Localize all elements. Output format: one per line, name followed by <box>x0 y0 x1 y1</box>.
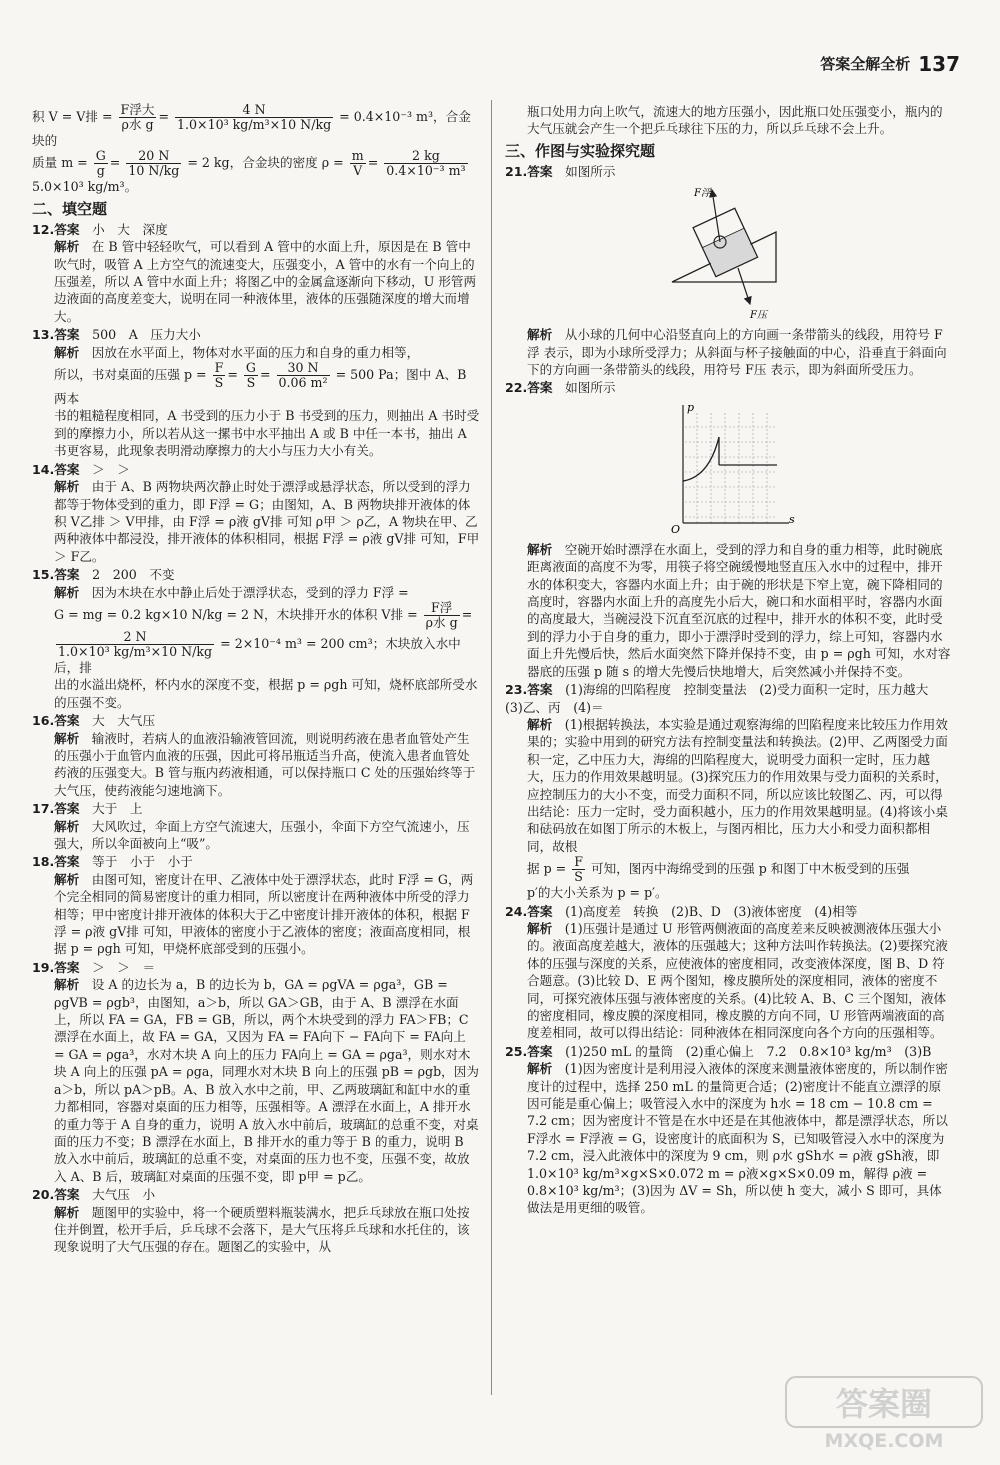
answer-23: 23.答案 (1)海绵的凹陷程度 控制变量法 (2)受力面积一定时，压力越大 (3)乙、丙 (4)＝ <box>505 682 941 715</box>
answer-17: 17.答案 大于 上 <box>32 801 143 817</box>
answer-24: 24.答案 (1)高度差 转换 (2)B、D (3)液体密度 (4)相等 <box>505 903 858 919</box>
explanation-20: 解析 题图甲的实验中，将一个硬质塑料瓶装满水，把乒乓球放在瓶口处按住并倒置，松开手后，乒乓球不会落下，是大气压将乒乓球和水托住的，该现象说明了大气压强的存在。题图乙的实验中，从 <box>54 1204 470 1255</box>
y-label: p <box>687 400 695 414</box>
formula-line: 所以，书对桌面的压强 p = $\frac{F}{S}$ = $\frac{G}{S}$ = $\frac{30 N}{\text{0.06 m²}}$ = 500 Pa；图中 A、B 两本 <box>54 360 467 407</box>
answer-13: 13.答案 500 A 压力大小 <box>32 327 201 343</box>
left-column <box>32 103 480 1256</box>
incline-cup-diagram <box>664 182 794 322</box>
right-column <box>505 103 953 1217</box>
grid <box>685 413 777 523</box>
answer-14: 14.答案 ＞ ＞ <box>32 461 130 477</box>
answer-16: 16.答案 大 大气压 <box>32 713 156 729</box>
fraction: $\frac{F}{S}$ <box>574 854 583 885</box>
fraction: $\frac{\text{F浮大}}{\text{ρ水 g}}$ <box>120 102 155 132</box>
explanation-15: 解析 因为木块在水中静止后处于漂浮状态，受到的浮力 F浮 = <box>54 584 409 600</box>
fraction: $\frac{4 N}{\text{1.0×10³ kg/m³×10 N/kg}}$ <box>177 102 332 132</box>
fraction: $\frac{2 kg}{\text{0.4×10⁻³ m³}}$ <box>386 148 466 179</box>
buoyancy-label: F浮 <box>694 188 711 200</box>
x-label: s <box>789 512 795 526</box>
formula-line: 质量 m = $\frac{G}{g}$ = $\frac{20 N}{10 N/kg}$ = 2 kg，合金块的密度 ρ = $\frac{m}{V}$ = $\frac{2 kg}{\text{0.4×10⁻³ m³}}$ <box>32 148 466 179</box>
answer-21: 21.答案 如图所示 <box>505 163 616 179</box>
answer-15: 15.答案 2 200 不变 <box>32 567 175 583</box>
fraction: $\frac{20 N}{10 N/kg}$ <box>128 148 180 179</box>
section-title: 二、填空题 <box>32 199 108 218</box>
watermark-url: MXQE.COM <box>824 1430 944 1452</box>
formula-line: 据 p = $\frac{F}{S}$ 可知，图丙中海绵受到的压强 p 和图丁中木板受到的压强 <box>527 854 910 885</box>
explanation-19: 解析 设 A 的边长为 a，B 的边长为 b，GA = ρgVA = ρga³，GB = ρgVB = ρgb³，由图知，a＞b，所以 GA＞GB，由于 A、B 漂浮在水面上，所以 FA = GA，FB = GB，所以，两个木块受到的浮力 FA＞FB；C 漂浮在水面上，故 FA = GA，又因为 FA = FA向下 − FA向下 = FA向上 = GA = ρga³，水对木块 A 向上的压力 FA向上 = GA = ρga³，则水对木块 A 向上的压强 pA = ρga，同理水对木块 B 向上的压强 pB = ρgb，因为 a＞b，所以 pA＞pB。A、B 放入水中之前，甲、乙两玻璃缸和缸中水的重力都相同，容器对桌面的压力相等，压强相等。A 漂浮在水面上，A 排开水的重力等于 A 自身的重力，说明 A 放入水中前后，玻璃缸的总重不变，对桌面的压力不变；B 漂浮在水面上，B 排开水的重力等于 B 的重力，说明 B 放入水中前后，玻璃缸的总重不变，对桌面的压力也不变，压强不变，故放入 A、B 后，玻璃缸对桌面的压强不变，即 p甲 = p乙。 <box>54 977 479 1184</box>
text-line: 瓶口处用力向上吹气，流速大的地方压强小，因此瓶口处压强变小，瓶内的大气压就会产生一个把乒乓球往下压的力，所以乒乓球不会上升。 <box>527 104 943 137</box>
formula-line: 积 V = V排 = $\frac{\text{F浮大}}{\text{ρ水 g}}$ = $\frac{4 N}{\text{1.0×10³ kg/m³×10 N/kg}}$ = 0.4×10⁻³ m³，合金块的 <box>32 102 471 148</box>
fraction: $\frac{G}{S}$ <box>245 360 256 391</box>
answer-22: 22.答案 如图所示 <box>505 380 616 396</box>
page-header <box>820 50 960 80</box>
fraction: $\frac{m}{V}$ <box>351 148 364 179</box>
explanation-14: 解析 由于 A、B 两物块两次静止时处于漂浮或悬浮状态，所以受到的浮力都等于物体受到的重力，即 F浮 = G；由图知，A、B 两物块排开液体的体积 V乙排 ＞ V甲排，由 F浮 = ρ液 gV排 可知 ρ甲 ＞ ρ乙，A 物块在甲、乙两种液体中都浸没，排开液体的体积相同，根据 F浮 = ρ液 gV排 可知，F甲 ＞ F乙。 <box>54 479 480 564</box>
explanation-23: 解析 (1)根据转换法，本实验是通过观察海绵的凹陷程度来比较压力作用效果的；实验中用到的研究方法有控制变量法和转换法。(2)甲、乙两图受力面积一定，乙中压力大，海绵的凹陷程度大，说明受力面积一定时，压力越大，压力的作用效果越明显。(3)探究压力的作用效果与受力面积的关系时，应控制压力的大小不变，而受力面积不同，所以应该比较图乙、丙，可以得出结论：压力一定时，受力面积越小，压力的作用效果越明显。(4)将该小桌和砝码放在如图丁所示的木板上，与图丙相比，压力大小和受力面积都相同，故根 <box>527 716 948 854</box>
explanation-22: 解析 空碗开始时漂浮在水面上，受到的浮力和自身的重力相等，此时碗底距离液面的高度不为零，用筷子将空碗缓慢地竖直压入水中的过程中，排开水的体积变大，容器内水面上升；由于碗的形状是下窄上宽，碗下降相同的高度时，容器内水面上升的高度先小后大，碗口和水面相平时，容器内水面的高度最大，当碗浸没下沉直至沉底的过程中，排开水的体积不变，此时受到的浮力小于自身的重力，即小于漂浮时受到的浮力，综上可知，容器内水面上升先慢后快，然后水面突然下降并保持不变，由 p = ρgh 可知，水对容器底的压强 p 随 s 的增大先慢后快地增大，后突然减小并保持不变。 <box>527 541 951 679</box>
pressure-graph <box>659 399 799 537</box>
water <box>703 229 756 276</box>
section-title: 三、作图与实验探究题 <box>505 141 656 160</box>
origin-label: O <box>671 522 681 536</box>
text-line: 5.0×10³ kg/m³。 <box>32 179 138 195</box>
explanation-24: 解析 (1)压强计是通过 U 形管两侧液面的高度差来反映被测液体压强大小的。液面高度差越大，液体的压强越大；这种方法叫作转换法。(2)要探究液体的压强与深度的关系，应使液体的密度相同，改变液体深度，图 B、D 符合题意。(3)比较 D、E 两个图知，橡皮膜所处的深度相同，液体的密度不同，可探究液体压强与液体密度的关系。(4)比较 A、B、C 三个图知，液体的密度相同，橡皮膜的深度相同，橡皮膜的方向不同，U 形管两端液面的高度差相同，故可以得出结论：同种液体在相同深度向各个方向的压强相等。 <box>527 920 948 1041</box>
explanation-18: 解析 由图可知，密度计在甲、乙液体中处于漂浮状态，此时 F浮 = G，两个完全相同的简易密度计的重力相同，所以密度计在两种液体中所受的浮力相等；甲中密度计排开液体的体积大于乙中密度计排开液体的体积，根据 F浮 = ρ液 gV排 可知，甲液体的密度小于乙液体的密度；液面高度相同，根据 p = ρgh 可知，甲烧杯底部受到的压强小。 <box>54 871 474 957</box>
curve-rise <box>683 437 719 481</box>
page-number: 137 <box>918 52 960 77</box>
text-line: 出的水溢出烧杯，杯内水的深度不变，根据 p = ρgh 可知，烧杯底部所受水的压强不变。 <box>54 677 478 710</box>
explanation-13: 解析 因放在水平面上，物体对水平面的压力和自身的重力相等， <box>54 344 420 360</box>
text-line: 书的粗糙程度相同，A 书受到的压力小于 B 书受到的压力，则抽出 A 书时受到的摩擦力小，所以若从这一摞书中水平抽出 A 或 B 中任一本书，抽出 A 书更容易，此现象表明滑动摩擦力的大小与压力大小有关。 <box>54 408 480 459</box>
watermark-text: 答案圈 <box>835 1385 933 1423</box>
fraction: $\frac{2 N}{\text{1.0×10³ kg/m³×10 N/kg}}$ <box>58 628 213 659</box>
watermark-logo <box>784 1375 984 1453</box>
explanation-25: 解析 (1)因为密度计是利用浸入液体的深度来测量液体密度的，所以制作密度计的过程中，选择 250 mL 的量筒更合适；(2)密度计不能直立漂浮的原因可能是重心偏上；吸管浸入水中的深度为 h水 = 18 cm − 10.8 cm = 7.2 cm；因为密度计不管是在水中还是在其他液体中，都是漂浮状态，所以 F浮水 = F浮液 = G，设密度计的底面积为 S，已知吸管浸入水中的深度为 7.2 cm，浸入此液体中的深度为 9 cm，则 ρ水 gSh水 = ρ液 gSh液，即 1.0×10³ kg/m³×g×S×0.072 m = ρ液×g×S×0.09 m，解得 ρ液 = 0.8×10³ kg/m³；(3)因为 ΔV = Sh，所以使 h 变大，减小 S 即可，具体做法是用更细的吸管。 <box>527 1061 948 1216</box>
pressure-label: F压 <box>750 310 767 322</box>
fraction: $\frac{G}{g}$ <box>95 148 106 179</box>
answer-18: 18.答案 等于 小于 小于 <box>32 854 193 870</box>
header-title: 答案全解全析 <box>820 55 911 74</box>
fraction: $\frac{\text{F浮}}{\text{ρ水 g}}$ <box>425 599 458 630</box>
answer-19: 19.答案 ＞ ＞ ＝ <box>32 959 156 975</box>
formula-line: $\frac{2 N}{\text{1.0×10³ kg/m³×10 N/kg}}$ = 2×10⁻⁴ m³ = 200 cm³；木块放入水中后，排 <box>54 628 461 675</box>
answer-25: 25.答案 (1)250 mL 的量筒 (2)重心偏上 7.2 0.8×10³ kg/m³ (3)B <box>505 1043 932 1059</box>
formula-line: G = mg = 0.2 kg×10 N/kg = 2 N，木块排开水的体积 V排 = $\frac{\text{F浮}}{\text{ρ水 g}}$ = <box>54 599 473 630</box>
explanation-21: 解析 从小球的几何中心沿竖直向上的方向画一条带箭头的线段，用符号 F浮 表示，即为小球所受浮力；从斜面与杯子接触面的中心，沿垂直于斜面向下的方向画一条带箭头的线段，用符号 F压 表示，即为斜面所受压力。 <box>527 327 947 378</box>
fraction: $\frac{F}{S}$ <box>214 360 224 391</box>
explanation-16: 解析 输液时，若病人的血液沿输液管回流，则说明药液在患者血管处产生的压强小于血管内血液的压强，因此可将吊瓶适当升高，使流入患者血管处药液的压强变大。B 管与瓶内药液相通，可以保持瓶口 C 处的压强始终等于大气压，使药液能匀速地滴下。 <box>54 730 476 798</box>
pressure-arrow <box>738 268 750 304</box>
figure-22 <box>505 399 953 537</box>
fraction: $\frac{30 N}{\text{0.06 m²}}$ <box>278 360 328 391</box>
answer-20: 20.答案 大气压 小 <box>32 1187 156 1203</box>
answer-12: 12.答案 小 大 深度 <box>32 221 168 237</box>
explanation-17: 解析 大风吹过，伞面上方空气流速大，压强小，伞面下方空气流速小，压强大，所以伞面被向上“吸”。 <box>54 818 470 851</box>
column-divider <box>491 100 492 1395</box>
figure-21 <box>505 182 953 322</box>
text-line: p′的大小关系为 p = p′。 <box>527 885 668 901</box>
explanation-12: 解析 在 B 管中轻轻吹气，可以看到 A 管中的水面上升，原因是在 B 管中吹气时，吸管 A 上方空气的流速变大，压强变小，A 管中的水有一个向上的压强差，所以 A 管中水面上升；将图乙中的金属盒逐渐向下移动，U 形管两边液面的高度差变大，说明在同一种液体里，液体的压强随深度的增大而增大。 <box>54 239 477 324</box>
